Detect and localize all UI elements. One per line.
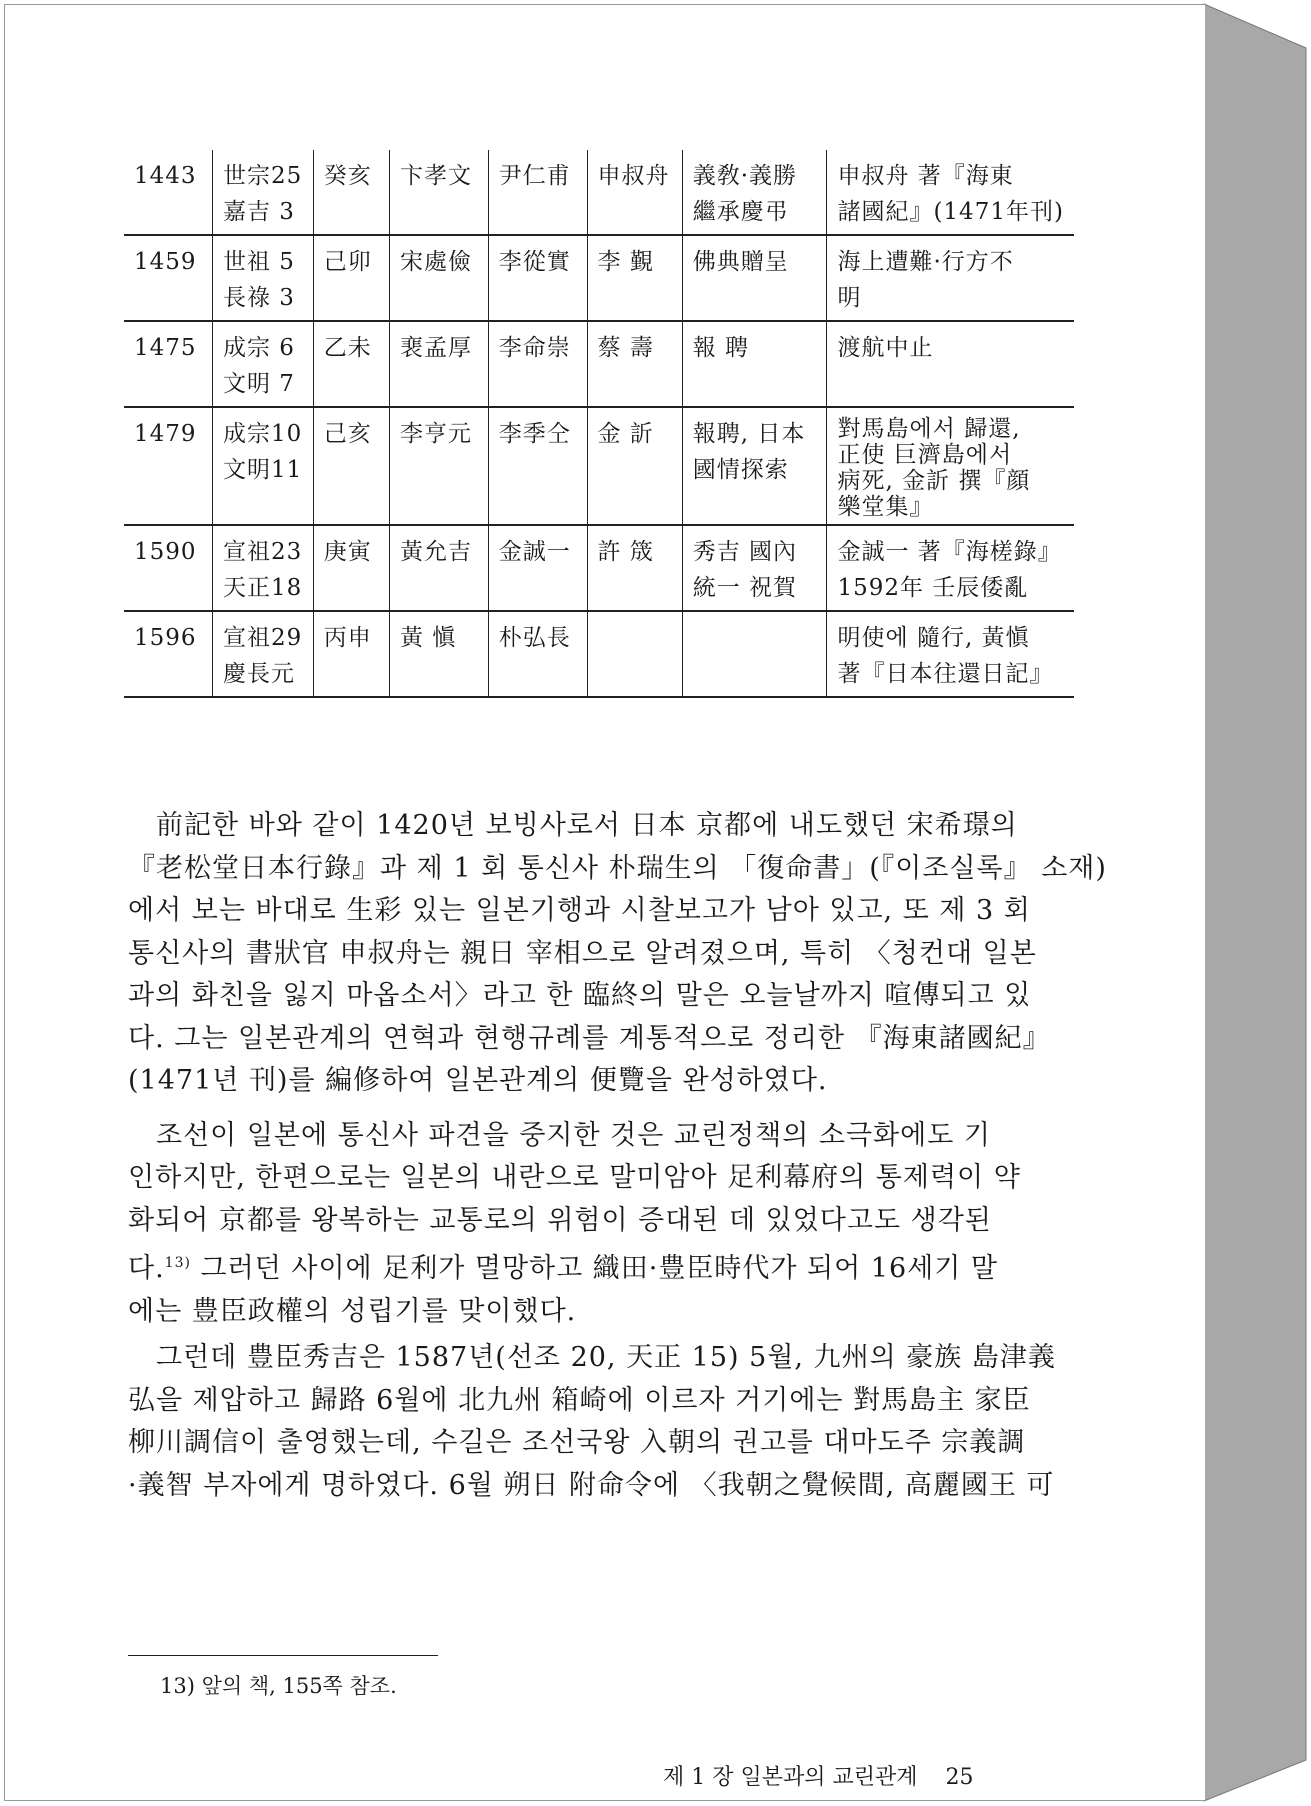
table-cell-vice: 金誠一 xyxy=(488,525,587,611)
table-cell-purpose: 報 聘 xyxy=(682,321,827,407)
text-line: 인하지만, 한편으로는 일본의 내란으로 말미암아 足利幕府의 통제력이 약 xyxy=(128,1162,1021,1193)
footnote-divider xyxy=(128,1655,438,1656)
table-row xyxy=(124,525,1074,611)
table-cell-envoy: 黃允吉 xyxy=(389,525,488,611)
table-cell-envoy: 裵孟厚 xyxy=(389,321,488,407)
table-cell-ganzhi: 己卯 xyxy=(313,235,389,321)
paragraph-1 xyxy=(128,805,1107,1103)
table-cell-purpose: 秀吉 國內 統一 祝賀 xyxy=(682,525,827,611)
table-cell-official: 蔡 壽 xyxy=(587,321,682,407)
paragraph-3 xyxy=(128,1337,1072,1507)
table-cell-purpose: 義敎·義勝 繼承慶弔 xyxy=(682,150,827,235)
paragraph-2 xyxy=(128,1115,1072,1334)
table-cell-note: 對馬島에서 歸還, 正使 巨濟島에서 病死, 金訢 撰『顔 樂堂集』 xyxy=(827,407,1074,525)
table-cell-ganzhi: 丙申 xyxy=(313,611,389,697)
text-line: 그런데 豊臣秀吉은 1587년(선조 20, 天正 15) 5월, 九州의 豪族 島津義 xyxy=(128,1342,1056,1373)
text-line: (1471년 刊)를 編修하여 일본관계의 便覽을 완성하였다. xyxy=(128,1065,828,1096)
text-line: 과의 화친을 잃지 마옵소서〉라고 한 臨終의 말은 오늘날까지 喧傳되고 있 xyxy=(128,980,1032,1011)
table-cell-reign: 宣祖29 慶長元 xyxy=(212,611,313,697)
envoy-table-body xyxy=(124,150,1074,697)
text-line: 柳川調信이 출영했는데, 수길은 조선국왕 入朝의 권고를 대마도주 宗義調 xyxy=(128,1427,1026,1458)
table-cell-reign: 世祖 5 長祿 3 xyxy=(212,235,313,321)
table-cell-official: 申叔舟 xyxy=(587,150,682,235)
text-line: 에는 豊臣政權의 성립기를 맞이했다. xyxy=(128,1295,577,1327)
table-cell-ganzhi: 己亥 xyxy=(313,407,389,525)
table-cell-note: 明使에 隨行, 黃愼 著『日本往還日記』 xyxy=(827,611,1074,697)
table-cell-vice: 李從實 xyxy=(488,235,587,321)
text-line: 前記한 바와 같이 1420년 보빙사로서 日本 京都에 내도했던 宋希璟의 xyxy=(128,810,1018,841)
text-line: 『老松堂日本行錄』과 제 1 회 통신사 朴瑞生의 「復命書」(『이조실록』 소재) xyxy=(128,852,1107,884)
text-line: 통신사의 書狀官 申叔舟는 親日 宰相으로 알려졌으며, 특히 〈청컨대 일본 xyxy=(128,937,1037,969)
text-line: 다. 그는 일본관계의 연혁과 현행규례를 계통적으로 정리한 『海東諸國紀』 xyxy=(128,1022,1051,1054)
table-cell-year: 1596 xyxy=(134,625,197,651)
footnote-marker[interactable]: 13) xyxy=(164,1255,191,1271)
table-cell-note: 渡航中止 xyxy=(827,321,1074,407)
table-cell-official xyxy=(587,611,682,697)
body-text xyxy=(128,805,1107,1507)
running-footer xyxy=(663,1760,974,1791)
table-cell-envoy: 黃 愼 xyxy=(389,611,488,697)
table-row xyxy=(124,235,1074,321)
table-row xyxy=(124,407,1074,525)
table-cell-envoy: 卞孝文 xyxy=(389,150,488,235)
table-row xyxy=(124,611,1074,697)
table-cell-purpose: 佛典贈呈 xyxy=(682,235,827,321)
table-cell-vice: 李命崇 xyxy=(488,321,587,407)
table-cell-vice: 尹仁甫 xyxy=(488,150,587,235)
table-cell-vice: 李季仝 xyxy=(488,407,587,525)
table-row xyxy=(124,321,1074,407)
table-cell-year: 1443 xyxy=(134,163,197,189)
book-page xyxy=(4,4,1205,1801)
page-number: 25 xyxy=(945,1765,974,1790)
table-cell-reign: 世宗25 嘉吉 3 xyxy=(212,150,313,235)
text-line: ·義智 부자에게 명하였다. 6월 朔日 附命令에 〈我朝之覺候間, 高麗國王 可 xyxy=(128,1469,1055,1501)
table-cell-official: 金 訢 xyxy=(587,407,682,525)
table-cell-purpose xyxy=(682,611,827,697)
table-cell-year: 1475 xyxy=(134,335,197,361)
table-cell-reign: 成宗10 文明11 xyxy=(212,407,313,525)
table-row xyxy=(124,150,1074,235)
table-cell-reign: 宣祖23 天正18 xyxy=(212,525,313,611)
table-cell-reign: 成宗 6 文明 7 xyxy=(212,321,313,407)
text-line: 에서 보는 바대로 生彩 있는 일본기행과 시찰보고가 남아 있고, 또 제 3 회 xyxy=(128,895,1031,926)
table-cell-envoy: 宋處儉 xyxy=(389,235,488,321)
table-cell-year: 1590 xyxy=(134,539,197,565)
text-line: 조선이 일본에 통신사 파견을 중지한 것은 교린정책의 소극화에도 기 xyxy=(128,1119,991,1151)
text-line: 弘을 제압하고 歸路 6월에 北九州 箱崎에 이르자 거기에는 對馬島主 家臣 xyxy=(128,1384,1031,1416)
footnote: 13) 앞의 책, 155쪽 참조. xyxy=(160,1674,397,1698)
table-cell-note: 海上遭難·行方不 明 xyxy=(827,235,1074,321)
text-line: 화되어 京都를 왕복하는 교통로의 위험이 증대된 데 있었다고도 생각된 xyxy=(128,1204,992,1236)
table-cell-note: 申叔舟 著『海東 諸國紀』(1471年刊) xyxy=(827,150,1074,235)
table-cell-ganzhi: 庚寅 xyxy=(313,525,389,611)
table-cell-official: 許 筬 xyxy=(587,525,682,611)
table-cell-year: 1479 xyxy=(134,421,197,447)
table-cell-purpose: 報聘, 日本 國情探索 xyxy=(682,407,827,525)
table-cell-year: 1459 xyxy=(134,249,197,275)
footnote-ref-line: 다.$^{13)}$ 그러던 사이에 足利가 멸망하고 織田·豊臣時代가 되어 16세기 말 xyxy=(128,1253,998,1284)
chapter-title: 제 1 장 일본과의 교린관계 xyxy=(663,1765,918,1790)
table-cell-ganzhi: 癸亥 xyxy=(313,150,389,235)
table-cell-envoy: 李亨元 xyxy=(389,407,488,525)
table-cell-vice: 朴弘長 xyxy=(488,611,587,697)
envoy-table xyxy=(124,150,1074,698)
table-cell-ganzhi: 乙未 xyxy=(313,321,389,407)
table-cell-note: 金誠一 著『海槎錄』 1592年 壬辰倭亂 xyxy=(827,525,1074,611)
table-cell-official: 李 覲 xyxy=(587,235,682,321)
